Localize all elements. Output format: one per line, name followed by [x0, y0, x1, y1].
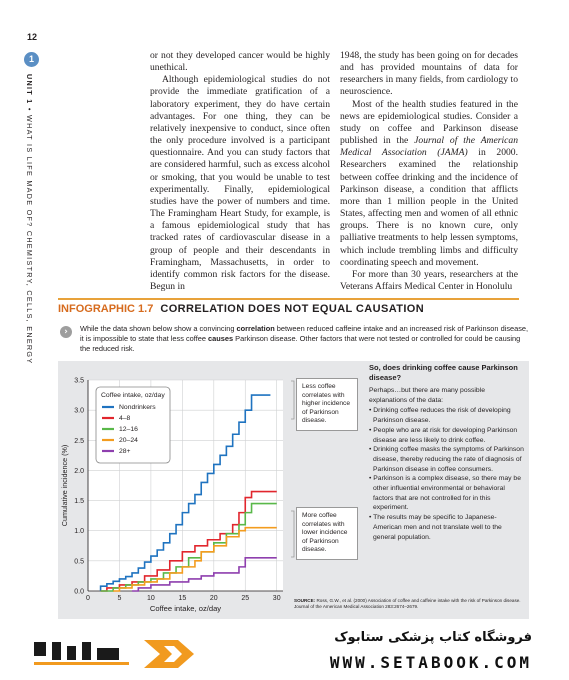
legend-entry: Nondrinkers [119, 404, 156, 411]
callout-less-coffee-text: Less coffee correlates with higher incidence of Parkinson disease. [302, 383, 351, 425]
legend-entry: 20–24 [119, 437, 138, 444]
x-tick-label: 0 [86, 595, 90, 602]
legend-entry: 12–16 [119, 426, 138, 433]
arrow-right-icon: › [60, 326, 72, 338]
paragraph-text: Most of the health studies featured in the news are epidemiological studies. Consider a study on coffee and Parkinson disease published in the [340, 98, 518, 147]
callout-more-coffee [296, 507, 358, 560]
store-url-link[interactable]: WWW.SETABOOK.COM [329, 653, 532, 672]
infographic-title: CORRELATION DOES NOT EQUAL CAUSATION [160, 303, 425, 315]
running-head-sep: • [25, 107, 34, 112]
source-citation [294, 598, 529, 610]
legend-entry: 28+ [119, 448, 131, 455]
paragraph-text: For more than 30 years, researchers at the Veterans Affairs Medical Center in Honolulu [340, 268, 518, 292]
logo-wordmark-icon [34, 642, 129, 665]
callout-bracket-bottom [291, 511, 294, 557]
body-paragraph [340, 269, 518, 293]
y-tick-label: 2.0 [74, 467, 84, 475]
paragraph-text: or not they developed cancer would be highly unethical. [150, 50, 330, 74]
body-paragraph [340, 50, 518, 99]
sidebar-point: • Parkinson is a complex disease, so there may be other influential environmental or behavioral factors that are not controlled for in this experiment. [369, 475, 521, 512]
y-tick-label: 1.0 [74, 528, 84, 536]
infographic-rule [58, 298, 519, 300]
running-head [25, 74, 34, 364]
body-paragraph [150, 74, 330, 293]
sidebar-point: • People who are at risk for developing Parkinson disease are less likely to drink coffee. [369, 426, 518, 444]
intro-text: between reduced caffeine intake and an increased risk of Parkinson disease, it is impossible to state that less coffee [80, 324, 529, 343]
x-tick-label: 15 [178, 595, 187, 602]
y-tick-label: 1.5 [74, 498, 84, 506]
unit-badge: 1 [24, 52, 39, 67]
y-tick-label: 0.0 [74, 588, 84, 596]
italic-citation: Journal of the American Medical Association (JAMA) [340, 135, 518, 159]
intro-term-correlation: correlation [236, 324, 275, 333]
sidebar-point: • Drinking coffee masks the symptoms of Parkinson disease, thereby reducing the rate of diagnosis of Parkinson disease in coffee consumers. [369, 446, 524, 473]
infographic-heading [58, 303, 424, 315]
y-tick-label: 3.0 [74, 407, 84, 415]
paragraph-text: Although epidemiological studies do not provide the immediate gratification of a laboratory experiment, they do have certain advantages. For one thing, they can be relatively inexpensive to conduct, since often the only procedure involved is a participant questionnaire. And you can study factors that are considered harmful, such as excess alcohol or smoking, that you would be unable to test experimentally. Finally, epidemiological studies have the power of numbers and time. The Framingham Heart Study, for example, is a famous epidemiological study that has tracked rates of cardiovascular disease in a group of people and their descendants in Framingham, Massachusetts, in order to identify common risk factors for the disease. Begun in [150, 74, 330, 292]
x-tick-label: 5 [117, 595, 122, 602]
store-title: فروشگاه کتاب پزشکی ستابوک [334, 630, 532, 645]
intro-text: Parkinson disease. Other factors that were not tested or controlled for could be causing the reduced risk. [80, 334, 521, 353]
x-axis-label: Coffee intake, oz/day [149, 604, 222, 613]
y-tick-label: 2.5 [74, 437, 84, 445]
store-logo [14, 634, 204, 672]
running-head-text: WHAT IS LIFE MADE OF? CHEMISTRY, CELLS, ENERGY [25, 115, 34, 365]
x-tick-label: 25 [241, 595, 250, 602]
logo-chevron-icon [144, 640, 194, 668]
source-label: SOURCE: [294, 598, 316, 603]
sidebar-lead: Perhaps…but there are many possible explanations of the data: [369, 387, 485, 404]
sidebar-points [369, 406, 524, 542]
callout-bracket-top [291, 381, 294, 419]
running-head-unit: UNIT 1 [25, 74, 34, 105]
y-tick-label: 3.5 [74, 377, 84, 385]
y-tick-label: 0.5 [74, 558, 84, 566]
y-axis-label: Cumulative incidence (%) [60, 444, 69, 527]
callout-more-coffee-text: More coffee correlates with lower incidence of Parkinson disease. [302, 512, 348, 554]
intro-term-causes: causes [208, 334, 234, 343]
body-paragraph [340, 99, 518, 269]
intro-text: While the data shown below show a convincing [80, 324, 237, 333]
paragraph-text: in 2000. Researchers examined the relationship between coffee drinking and the incidence of Parkinson disease, a condition that afflicts more than 1 million people in the United States, affecting men and women of all ethnic groups. There is no known cure, only palliative treatments to help lessen symptoms, which include trembling limbs and difficulty coordinating speech and movement. [340, 147, 518, 268]
sidebar-point: • The results may be specific to Japanese-American men and not translate well to the general population. [369, 514, 502, 541]
body-paragraph [150, 50, 330, 74]
x-tick-label: 30 [272, 595, 281, 602]
x-tick-label: 10 [147, 595, 155, 602]
infographic-label: INFOGRAPHIC 1.7 [58, 303, 154, 315]
x-tick-label: 20 [209, 595, 218, 602]
source-text: Ross, G.W., et al. (2000) Association of coffee and caffeine intake with the risk of Parkinson disease. Journal of the American Medical Association 283:2674–2679. [294, 598, 521, 609]
legend-title: Coffee intake, oz/day [101, 392, 165, 399]
sidebar-point: • Drinking coffee reduces the risk of developing Parkinson disease. [369, 407, 511, 425]
explanations-sidebar [369, 363, 524, 542]
body-column-left [150, 50, 330, 293]
callout-less-coffee [296, 378, 358, 431]
paragraph-text: 1948, the study has been going on for decades and has provided mountains of data for researchers in many fields, from cardiology to neuroscience. [340, 50, 518, 98]
body-column-right [340, 50, 518, 293]
page-number: 12 [27, 32, 38, 42]
legend-entry: 4–8 [119, 415, 131, 422]
infographic-intro [80, 324, 530, 354]
sidebar-question: So, does drinking coffee cause Parkinson disease? [369, 363, 518, 382]
